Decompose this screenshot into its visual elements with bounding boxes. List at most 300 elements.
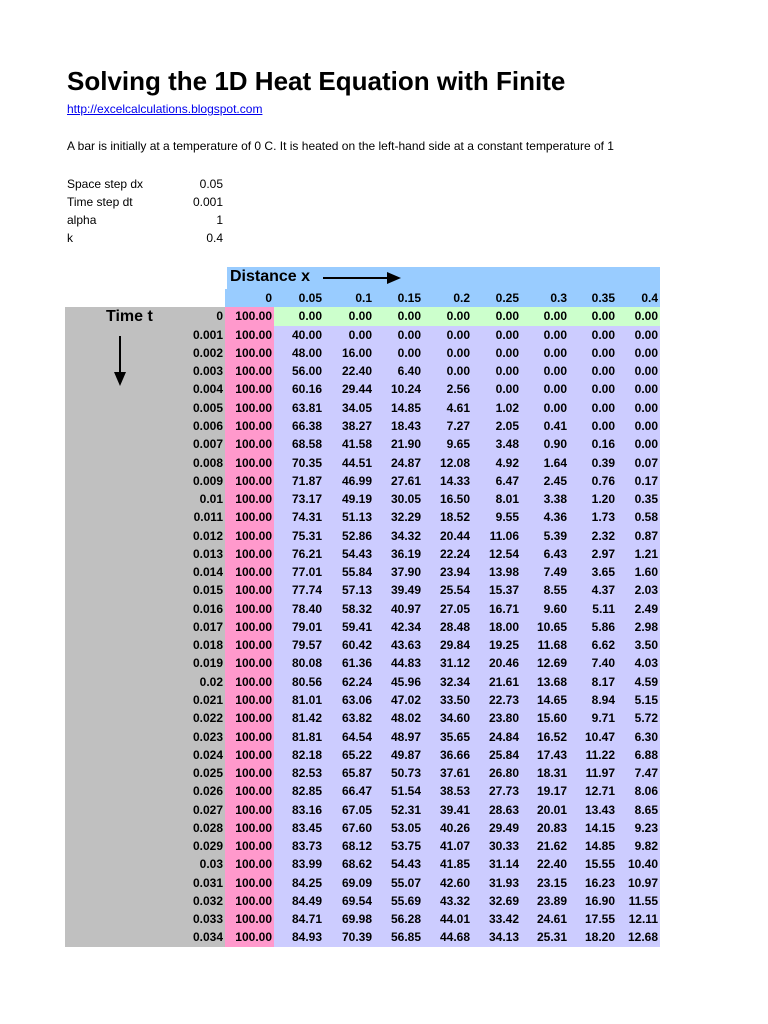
boundary-temp-cell: 100.00 — [225, 727, 274, 745]
table-row — [65, 800, 660, 818]
temp-cell: 12.08 — [423, 453, 472, 471]
temp-cell: 18.20 — [569, 928, 617, 946]
temp-cell: 11.97 — [569, 764, 617, 782]
temp-cell: 40.00 — [274, 326, 324, 344]
table-row — [65, 673, 660, 691]
table-row — [65, 435, 660, 453]
temp-cell: 5.72 — [617, 709, 660, 727]
temp-cell: 63.06 — [324, 691, 374, 709]
temp-cell: 2.32 — [569, 526, 617, 544]
temp-cell: 67.60 — [324, 819, 374, 837]
temp-cell: 12.69 — [521, 654, 569, 672]
table-row — [65, 453, 660, 471]
temp-cell: 2.97 — [569, 545, 617, 563]
temp-cell: 15.60 — [521, 709, 569, 727]
temp-cell: 0.00 — [569, 362, 617, 380]
temp-cell: 0.00 — [423, 344, 472, 362]
temp-cell: 54.43 — [374, 855, 423, 873]
time-value-cell: 0.034 — [65, 928, 225, 946]
temp-cell: 43.63 — [374, 636, 423, 654]
temp-cell: 3.38 — [521, 490, 569, 508]
temp-cell: 12.54 — [472, 545, 521, 563]
temp-cell: 4.37 — [569, 581, 617, 599]
param-value: 0.4 — [206, 231, 223, 245]
temp-cell: 65.22 — [324, 746, 374, 764]
boundary-temp-cell: 100.00 — [225, 490, 274, 508]
temp-cell: 53.05 — [374, 819, 423, 837]
temp-cell: 9.55 — [472, 508, 521, 526]
temp-cell: 22.24 — [423, 545, 472, 563]
x-header-cell: 0.25 — [472, 289, 521, 307]
table-row — [65, 399, 660, 417]
temp-cell: 63.81 — [274, 399, 324, 417]
time-label: Time t — [106, 308, 153, 325]
temp-cell: 61.36 — [324, 654, 374, 672]
time-value-cell: 0.012 — [65, 526, 225, 544]
table-row — [65, 344, 660, 362]
temp-cell: 0.00 — [472, 380, 521, 398]
temp-cell: 25.54 — [423, 581, 472, 599]
boundary-temp-cell: 100.00 — [225, 819, 274, 837]
param-value: 0.001 — [192, 195, 223, 209]
boundary-temp-cell: 100.00 — [225, 709, 274, 727]
time-value-cell: 0 — [65, 307, 225, 325]
temp-cell: 0.00 — [569, 344, 617, 362]
boundary-temp-cell: 100.00 — [225, 326, 274, 344]
temp-cell: 44.01 — [423, 910, 472, 928]
temp-cell: 3.48 — [472, 435, 521, 453]
temp-cell: 15.55 — [569, 855, 617, 873]
temp-cell: 27.05 — [423, 600, 472, 618]
temp-cell: 16.50 — [423, 490, 472, 508]
temp-cell: 45.96 — [374, 673, 423, 691]
boundary-temp-cell: 100.00 — [225, 874, 274, 892]
temp-cell: 69.09 — [324, 874, 374, 892]
table-row — [65, 837, 660, 855]
temp-cell: 9.82 — [617, 837, 660, 855]
temp-cell: 31.12 — [423, 654, 472, 672]
temp-cell: 6.47 — [472, 472, 521, 490]
temp-cell: 0.00 — [617, 399, 660, 417]
temp-cell: 42.60 — [423, 874, 472, 892]
table-row — [65, 654, 660, 672]
temp-cell: 39.41 — [423, 800, 472, 818]
temp-cell: 0.00 — [472, 362, 521, 380]
time-value-cell: 0.007 — [65, 435, 225, 453]
temp-cell: 27.73 — [472, 782, 521, 800]
temp-cell: 23.89 — [521, 892, 569, 910]
boundary-temp-cell: 100.00 — [225, 654, 274, 672]
temp-cell: 37.61 — [423, 764, 472, 782]
temp-cell: 14.33 — [423, 472, 472, 490]
table-row — [65, 362, 660, 380]
temp-cell: 23.80 — [472, 709, 521, 727]
boundary-temp-cell: 100.00 — [225, 800, 274, 818]
temp-cell: 0.00 — [617, 344, 660, 362]
time-value-cell: 0.024 — [65, 746, 225, 764]
temp-cell: 4.36 — [521, 508, 569, 526]
temp-cell: 83.45 — [274, 819, 324, 837]
temp-cell: 10.97 — [617, 874, 660, 892]
temp-cell: 42.34 — [374, 618, 423, 636]
temp-cell: 84.25 — [274, 874, 324, 892]
param-label: alpha — [67, 213, 97, 227]
temp-cell: 8.55 — [521, 581, 569, 599]
temp-cell: 48.00 — [274, 344, 324, 362]
table-row — [65, 691, 660, 709]
temp-cell: 14.85 — [569, 837, 617, 855]
temp-cell: 58.32 — [324, 600, 374, 618]
temp-cell: 57.13 — [324, 581, 374, 599]
table-row — [65, 910, 660, 928]
temp-cell: 11.55 — [617, 892, 660, 910]
temp-cell: 67.05 — [324, 800, 374, 818]
temp-cell: 0.00 — [569, 326, 617, 344]
temp-cell: 41.07 — [423, 837, 472, 855]
temperature-table — [65, 289, 660, 947]
temp-cell: 75.31 — [274, 526, 324, 544]
temp-cell: 32.69 — [472, 892, 521, 910]
temp-cell: 8.06 — [617, 782, 660, 800]
temp-cell: 77.01 — [274, 563, 324, 581]
temp-cell: 84.71 — [274, 910, 324, 928]
time-value-cell: 0.033 — [65, 910, 225, 928]
temp-cell: 22.40 — [521, 855, 569, 873]
temp-cell: 27.61 — [374, 472, 423, 490]
temp-cell: 55.69 — [374, 892, 423, 910]
temp-cell: 11.22 — [569, 746, 617, 764]
time-value-cell: 0.01 — [65, 490, 225, 508]
temp-cell: 7.27 — [423, 417, 472, 435]
temp-cell: 18.00 — [472, 618, 521, 636]
temp-cell: 51.54 — [374, 782, 423, 800]
temp-cell: 12.11 — [617, 910, 660, 928]
temp-cell: 4.92 — [472, 453, 521, 471]
temp-cell: 81.42 — [274, 709, 324, 727]
temp-cell: 16.71 — [472, 600, 521, 618]
boundary-temp-cell: 100.00 — [225, 307, 274, 325]
time-value-cell: 0.027 — [65, 800, 225, 818]
temp-cell: 77.74 — [274, 581, 324, 599]
boundary-temp-cell: 100.00 — [225, 526, 274, 544]
table-row — [65, 526, 660, 544]
table-row — [65, 563, 660, 581]
temp-cell: 68.58 — [274, 435, 324, 453]
temp-cell: 0.00 — [617, 326, 660, 344]
temp-cell: 22.40 — [324, 362, 374, 380]
temp-cell: 16.23 — [569, 874, 617, 892]
temp-cell: 16.52 — [521, 727, 569, 745]
blog-link[interactable]: http://excelcalculations.blogspot.com — [67, 102, 263, 116]
temp-cell: 6.62 — [569, 636, 617, 654]
boundary-temp-cell: 100.00 — [225, 636, 274, 654]
temp-cell: 83.16 — [274, 800, 324, 818]
temp-cell: 13.68 — [521, 673, 569, 691]
temp-cell: 25.31 — [521, 928, 569, 946]
distance-label: Distance x — [230, 268, 311, 285]
x-header-cell: 0.35 — [569, 289, 617, 307]
time-value-cell: 0.018 — [65, 636, 225, 654]
initial-temp-cell: 0.00 — [617, 307, 660, 325]
time-value-cell: 0.021 — [65, 691, 225, 709]
right-arrow-icon — [321, 269, 403, 287]
temp-cell: 11.68 — [521, 636, 569, 654]
temp-cell: 2.05 — [472, 417, 521, 435]
x-header-cell: 0 — [225, 289, 274, 307]
temp-cell: 9.23 — [617, 819, 660, 837]
temp-cell: 28.48 — [423, 618, 472, 636]
temp-cell: 34.32 — [374, 526, 423, 544]
temp-cell: 65.87 — [324, 764, 374, 782]
temp-cell: 0.00 — [521, 399, 569, 417]
temp-cell: 69.98 — [324, 910, 374, 928]
problem-description: A bar is initially at a temperature of 0 C. It is heated on the left-hand side at a constant temperature of 1 — [67, 139, 614, 153]
time-value-cell: 0.026 — [65, 782, 225, 800]
boundary-temp-cell: 100.00 — [225, 508, 274, 526]
parameter-list — [67, 175, 227, 247]
temp-cell: 33.50 — [423, 691, 472, 709]
temp-cell: 20.83 — [521, 819, 569, 837]
time-value-cell: 0.014 — [65, 563, 225, 581]
temp-cell: 1.20 — [569, 490, 617, 508]
param-label: k — [67, 231, 73, 245]
x-header-cell: 0.3 — [521, 289, 569, 307]
table-row — [65, 855, 660, 873]
boundary-temp-cell: 100.00 — [225, 764, 274, 782]
temp-cell: 14.65 — [521, 691, 569, 709]
temp-cell: 10.40 — [617, 855, 660, 873]
temp-cell: 48.02 — [374, 709, 423, 727]
temp-cell: 82.53 — [274, 764, 324, 782]
temp-cell: 0.00 — [521, 326, 569, 344]
temp-cell: 29.84 — [423, 636, 472, 654]
boundary-temp-cell: 100.00 — [225, 563, 274, 581]
x-header-cell: 0.15 — [374, 289, 423, 307]
time-value-cell: 0.001 — [65, 326, 225, 344]
temp-cell: 46.99 — [324, 472, 374, 490]
table-row — [65, 928, 660, 946]
time-value-cell: 0.004 — [65, 380, 225, 398]
temp-cell: 18.52 — [423, 508, 472, 526]
temp-cell: 20.01 — [521, 800, 569, 818]
temp-cell: 79.01 — [274, 618, 324, 636]
boundary-temp-cell: 100.00 — [225, 344, 274, 362]
temp-cell: 0.00 — [569, 417, 617, 435]
temp-cell: 0.16 — [569, 435, 617, 453]
temp-cell: 49.87 — [374, 746, 423, 764]
temp-cell: 74.31 — [274, 508, 324, 526]
boundary-temp-cell: 100.00 — [225, 435, 274, 453]
temp-cell: 4.61 — [423, 399, 472, 417]
temp-cell: 30.33 — [472, 837, 521, 855]
table-row — [65, 600, 660, 618]
temp-cell: 55.84 — [324, 563, 374, 581]
x-header-cell: 0.05 — [274, 289, 324, 307]
temp-cell: 76.21 — [274, 545, 324, 563]
temp-cell: 31.93 — [472, 874, 521, 892]
temp-cell: 33.42 — [472, 910, 521, 928]
temp-cell: 83.99 — [274, 855, 324, 873]
boundary-temp-cell: 100.00 — [225, 782, 274, 800]
temp-cell: 0.00 — [521, 344, 569, 362]
temp-cell: 6.40 — [374, 362, 423, 380]
table-row — [65, 819, 660, 837]
boundary-temp-cell: 100.00 — [225, 746, 274, 764]
temp-cell: 0.00 — [423, 362, 472, 380]
temp-cell: 0.17 — [617, 472, 660, 490]
temp-cell: 30.05 — [374, 490, 423, 508]
temp-cell: 83.73 — [274, 837, 324, 855]
temp-cell: 59.41 — [324, 618, 374, 636]
temp-cell: 0.00 — [374, 344, 423, 362]
temp-cell: 0.76 — [569, 472, 617, 490]
temp-cell: 0.00 — [472, 326, 521, 344]
temp-cell: 0.00 — [617, 417, 660, 435]
temp-cell: 66.38 — [274, 417, 324, 435]
temp-cell: 38.53 — [423, 782, 472, 800]
temp-cell: 8.94 — [569, 691, 617, 709]
temp-cell: 44.83 — [374, 654, 423, 672]
temp-cell: 11.06 — [472, 526, 521, 544]
temp-cell: 10.24 — [374, 380, 423, 398]
temp-cell: 24.84 — [472, 727, 521, 745]
table-row — [65, 581, 660, 599]
x-header-cell: 0.4 — [617, 289, 660, 307]
boundary-temp-cell: 100.00 — [225, 600, 274, 618]
temp-cell: 0.00 — [324, 326, 374, 344]
boundary-temp-cell: 100.00 — [225, 362, 274, 380]
x-header-row — [65, 289, 660, 307]
param-row-dt — [67, 193, 227, 211]
temp-cell: 0.00 — [617, 435, 660, 453]
time-value-cell: 0.031 — [65, 874, 225, 892]
param-value: 0.05 — [199, 177, 223, 191]
temp-cell: 35.65 — [423, 727, 472, 745]
table-row — [65, 764, 660, 782]
param-label: Space step dx — [67, 177, 144, 191]
temp-cell: 0.41 — [521, 417, 569, 435]
temp-cell: 8.17 — [569, 673, 617, 691]
temp-cell: 2.49 — [617, 600, 660, 618]
temp-cell: 84.49 — [274, 892, 324, 910]
temp-cell: 0.00 — [617, 380, 660, 398]
temp-cell: 5.86 — [569, 618, 617, 636]
temp-cell: 71.87 — [274, 472, 324, 490]
temp-cell: 31.14 — [472, 855, 521, 873]
temp-cell: 1.21 — [617, 545, 660, 563]
temp-cell: 19.25 — [472, 636, 521, 654]
header-corner — [65, 289, 225, 307]
temp-cell: 18.31 — [521, 764, 569, 782]
temp-cell: 47.02 — [374, 691, 423, 709]
temp-cell: 44.51 — [324, 453, 374, 471]
boundary-temp-cell: 100.00 — [225, 855, 274, 873]
temp-cell: 9.60 — [521, 600, 569, 618]
table-row — [65, 874, 660, 892]
temp-cell: 50.73 — [374, 764, 423, 782]
temp-cell: 5.11 — [569, 600, 617, 618]
time-value-cell: 0.015 — [65, 581, 225, 599]
table-row — [65, 545, 660, 563]
temp-cell: 4.03 — [617, 654, 660, 672]
temp-cell: 16.00 — [324, 344, 374, 362]
time-value-cell: 0.032 — [65, 892, 225, 910]
temp-cell: 6.88 — [617, 746, 660, 764]
boundary-temp-cell: 100.00 — [225, 892, 274, 910]
temp-cell: 24.61 — [521, 910, 569, 928]
x-header-cell: 0.1 — [324, 289, 374, 307]
boundary-temp-cell: 100.00 — [225, 837, 274, 855]
temp-cell: 78.40 — [274, 600, 324, 618]
temp-cell: 81.01 — [274, 691, 324, 709]
table-row — [65, 490, 660, 508]
temp-cell: 40.26 — [423, 819, 472, 837]
temp-cell: 43.32 — [423, 892, 472, 910]
temp-cell: 44.68 — [423, 928, 472, 946]
temp-cell: 37.90 — [374, 563, 423, 581]
time-value-cell: 0.003 — [65, 362, 225, 380]
temp-cell: 40.97 — [374, 600, 423, 618]
temp-cell: 0.39 — [569, 453, 617, 471]
table-row — [65, 636, 660, 654]
temp-cell: 51.13 — [324, 508, 374, 526]
boundary-temp-cell: 100.00 — [225, 581, 274, 599]
time-value-cell: 0.019 — [65, 654, 225, 672]
temp-cell: 79.57 — [274, 636, 324, 654]
temp-cell: 52.31 — [374, 800, 423, 818]
temp-cell: 10.65 — [521, 618, 569, 636]
temp-cell: 0.00 — [521, 362, 569, 380]
temp-cell: 0.00 — [472, 344, 521, 362]
temp-cell: 0.00 — [521, 380, 569, 398]
temp-cell: 7.40 — [569, 654, 617, 672]
temp-cell: 1.02 — [472, 399, 521, 417]
temp-cell: 17.43 — [521, 746, 569, 764]
temp-cell: 32.29 — [374, 508, 423, 526]
temp-cell: 17.55 — [569, 910, 617, 928]
param-label: Time step dt — [67, 195, 133, 209]
boundary-temp-cell: 100.00 — [225, 380, 274, 398]
temp-cell: 2.56 — [423, 380, 472, 398]
temp-cell: 32.34 — [423, 673, 472, 691]
temp-cell: 56.28 — [374, 910, 423, 928]
temp-cell: 9.65 — [423, 435, 472, 453]
temp-cell: 7.47 — [617, 764, 660, 782]
time-value-cell: 0.009 — [65, 472, 225, 490]
time-value-cell: 0.025 — [65, 764, 225, 782]
boundary-temp-cell: 100.00 — [225, 910, 274, 928]
table-row — [65, 746, 660, 764]
table-row — [65, 417, 660, 435]
temp-cell: 0.00 — [617, 362, 660, 380]
temp-cell: 36.19 — [374, 545, 423, 563]
initial-temp-cell: 0.00 — [374, 307, 423, 325]
param-row-k — [67, 229, 227, 247]
temp-cell: 52.86 — [324, 526, 374, 544]
temp-cell: 20.44 — [423, 526, 472, 544]
boundary-temp-cell: 100.00 — [225, 453, 274, 471]
table-row — [65, 782, 660, 800]
time-value-cell: 0.028 — [65, 819, 225, 837]
temp-cell: 69.54 — [324, 892, 374, 910]
temp-cell: 14.15 — [569, 819, 617, 837]
temp-cell: 12.71 — [569, 782, 617, 800]
temp-cell: 6.30 — [617, 727, 660, 745]
time-value-cell: 0.002 — [65, 344, 225, 362]
temp-cell: 8.01 — [472, 490, 521, 508]
temp-cell: 26.80 — [472, 764, 521, 782]
temp-cell: 56.00 — [274, 362, 324, 380]
